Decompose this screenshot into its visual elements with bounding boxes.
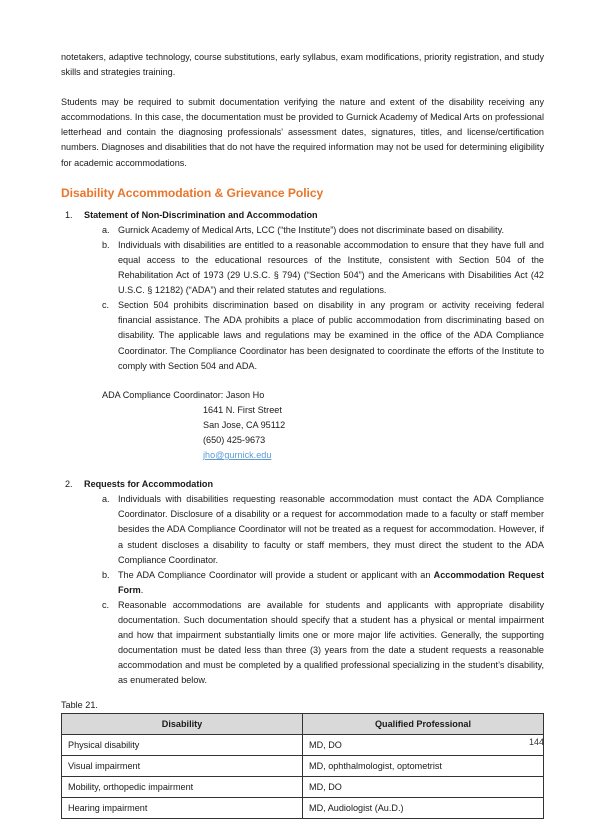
table-head: [62, 714, 544, 735]
accommodation-request-form-label: Accommodation Request Form: [118, 569, 544, 595]
list-item: [61, 492, 544, 567]
coordinator-email-link[interactable]: jho@gurnick.edu: [203, 450, 272, 461]
list-marker: b.: [102, 239, 110, 250]
column-header-disability: Disability: [62, 714, 303, 735]
list-item: [61, 298, 544, 373]
list-marker: a.: [102, 494, 110, 505]
table-row: [62, 735, 544, 756]
list-item: [61, 598, 544, 689]
section-1-heading: [61, 208, 544, 223]
table-row: [62, 756, 544, 777]
list-item-text: Reasonable accommodations are available for students and applicants with appropriate disability documentation. Such documentation should specify that a student has a physical or mental impairment and how that impairment substantially limits one or more major life activities. Generally, the supporting documentation must be dated less than three (3) years from the date a student requests a reasonable accommodation and must be completed by a qualified professional specializing in the student’s disability, as enumerated below.: [118, 599, 544, 686]
cell-professional: MD, Audiologist (Au.D.): [303, 798, 544, 819]
cell-disability: Hearing impairment: [62, 798, 303, 819]
coordinator-address-line-1: 1641 N. First Street: [203, 404, 282, 415]
list-item-text: Individuals with disabilities are entitled to a reasonable accommodation to ensure that they have full and equal access to the educational resources of the Institute, consistent with Section 504 of the Rehabilitation Act of 1973 (29 U.S.C. § 794) (“Section 504”) and the Americans with Disabilities Act (42 U.S.C. § 12182) (“ADA”) and their related statutes and regulations.: [118, 239, 544, 296]
list-item-text: Gurnick Academy of Medical Arts, LCC (“the Institute”) does not discriminate based on disability.: [118, 224, 504, 235]
cell-professional: MD, DO: [303, 735, 544, 756]
intro-paragraph-2: Students may be required to submit documentation verifying the nature and extent of the disability receiving any accommodations. In this case, the documentation must be provided to Gurnick Academy of Medical Arts on professional letterhead and contain the diagnosing professionals' assessment dates, signatures, titles, and license/certification numbers. Diagnoses and disabilities that do not have the required information may not be used for determining eligibility for academic accommodations.: [61, 97, 544, 168]
list-item-text: Section 504 prohibits discrimination based on disability in any program or activity receiving federal financial assistance. The ADA prohibits a place of public accommodation from discriminating based on disability. The applicable laws and regulations may be examined in the office of the ADA Compliance Coordinator. The Compliance Coordinator has been designated to coordinate the efforts of the Institute to comply with Section 504 and ADA.: [118, 300, 544, 371]
section-2-gap: [61, 463, 544, 477]
coordinator-address-line-2: San Jose, CA 95112: [203, 419, 286, 430]
table-body: [62, 735, 544, 819]
table-gap: [61, 688, 544, 698]
page-title: Disability Accommodation & Grievance Policy: [61, 185, 324, 200]
section-2-title: Requests for Accommodation: [84, 479, 214, 490]
contact-gap: [61, 374, 544, 388]
section-2-number: 2.: [65, 479, 73, 490]
column-header-qualified-professional: Qualified Professional: [303, 714, 544, 735]
list-item-text: Individuals with disabilities requesting reasonable accommodation must contact the ADA Compliance Coordinator. Disclosure of a disability or a request for accommodation made to a faculty or staff member besides the ADA Compliance Coordinator will not be treated as a request for accommodation. However, if a student discloses a disability to faculty or staff members, they must direct the student to the ADA Compliance Coordinator.: [118, 494, 544, 565]
list-item: [61, 238, 544, 298]
paragraph-gap: [61, 80, 544, 95]
section-2-list: [61, 492, 544, 688]
intro-paragraph-1: notetakers, adaptive technology, course substitutions, early syllabus, exam modifications, priority registration, and study skills and strategies training.: [61, 52, 544, 78]
section-1-list: [61, 223, 544, 374]
disability-table: [61, 713, 544, 819]
list-item: [61, 223, 544, 238]
table-row: [62, 777, 544, 798]
page-number: 144: [528, 737, 544, 747]
section-1-title: Statement of Non-Discrimination and Accommodation: [84, 209, 318, 220]
section-2-heading: [61, 477, 544, 492]
table-row: [62, 798, 544, 819]
cell-disability: Mobility, orthopedic impairment: [62, 777, 303, 798]
coordinator-phone: (650) 425-9673: [203, 434, 266, 445]
cell-disability: Physical disability: [62, 735, 303, 756]
coordinator-label: ADA Compliance Coordinator: Jason Ho: [102, 389, 265, 400]
table-caption: Table 21.: [61, 700, 98, 711]
list-marker: c.: [102, 300, 110, 311]
list-item: [61, 568, 544, 598]
section-1-number: 1.: [65, 209, 73, 220]
list-item-text-before-bold: The ADA Compliance Coordinator will provide a student or applicant with an: [118, 569, 434, 580]
cell-disability: Visual impairment: [62, 756, 303, 777]
coordinator-email-row: [61, 448, 544, 463]
section-gap: [61, 171, 544, 185]
list-marker: a.: [102, 224, 110, 235]
list-marker: c.: [102, 599, 110, 610]
table-header-row: [62, 714, 544, 735]
cell-professional: MD, DO: [303, 777, 544, 798]
list-item-text-after-bold: .: [140, 584, 144, 595]
list-marker: b.: [102, 569, 110, 580]
cell-professional: MD, ophthalmologist, optometrist: [303, 756, 544, 777]
